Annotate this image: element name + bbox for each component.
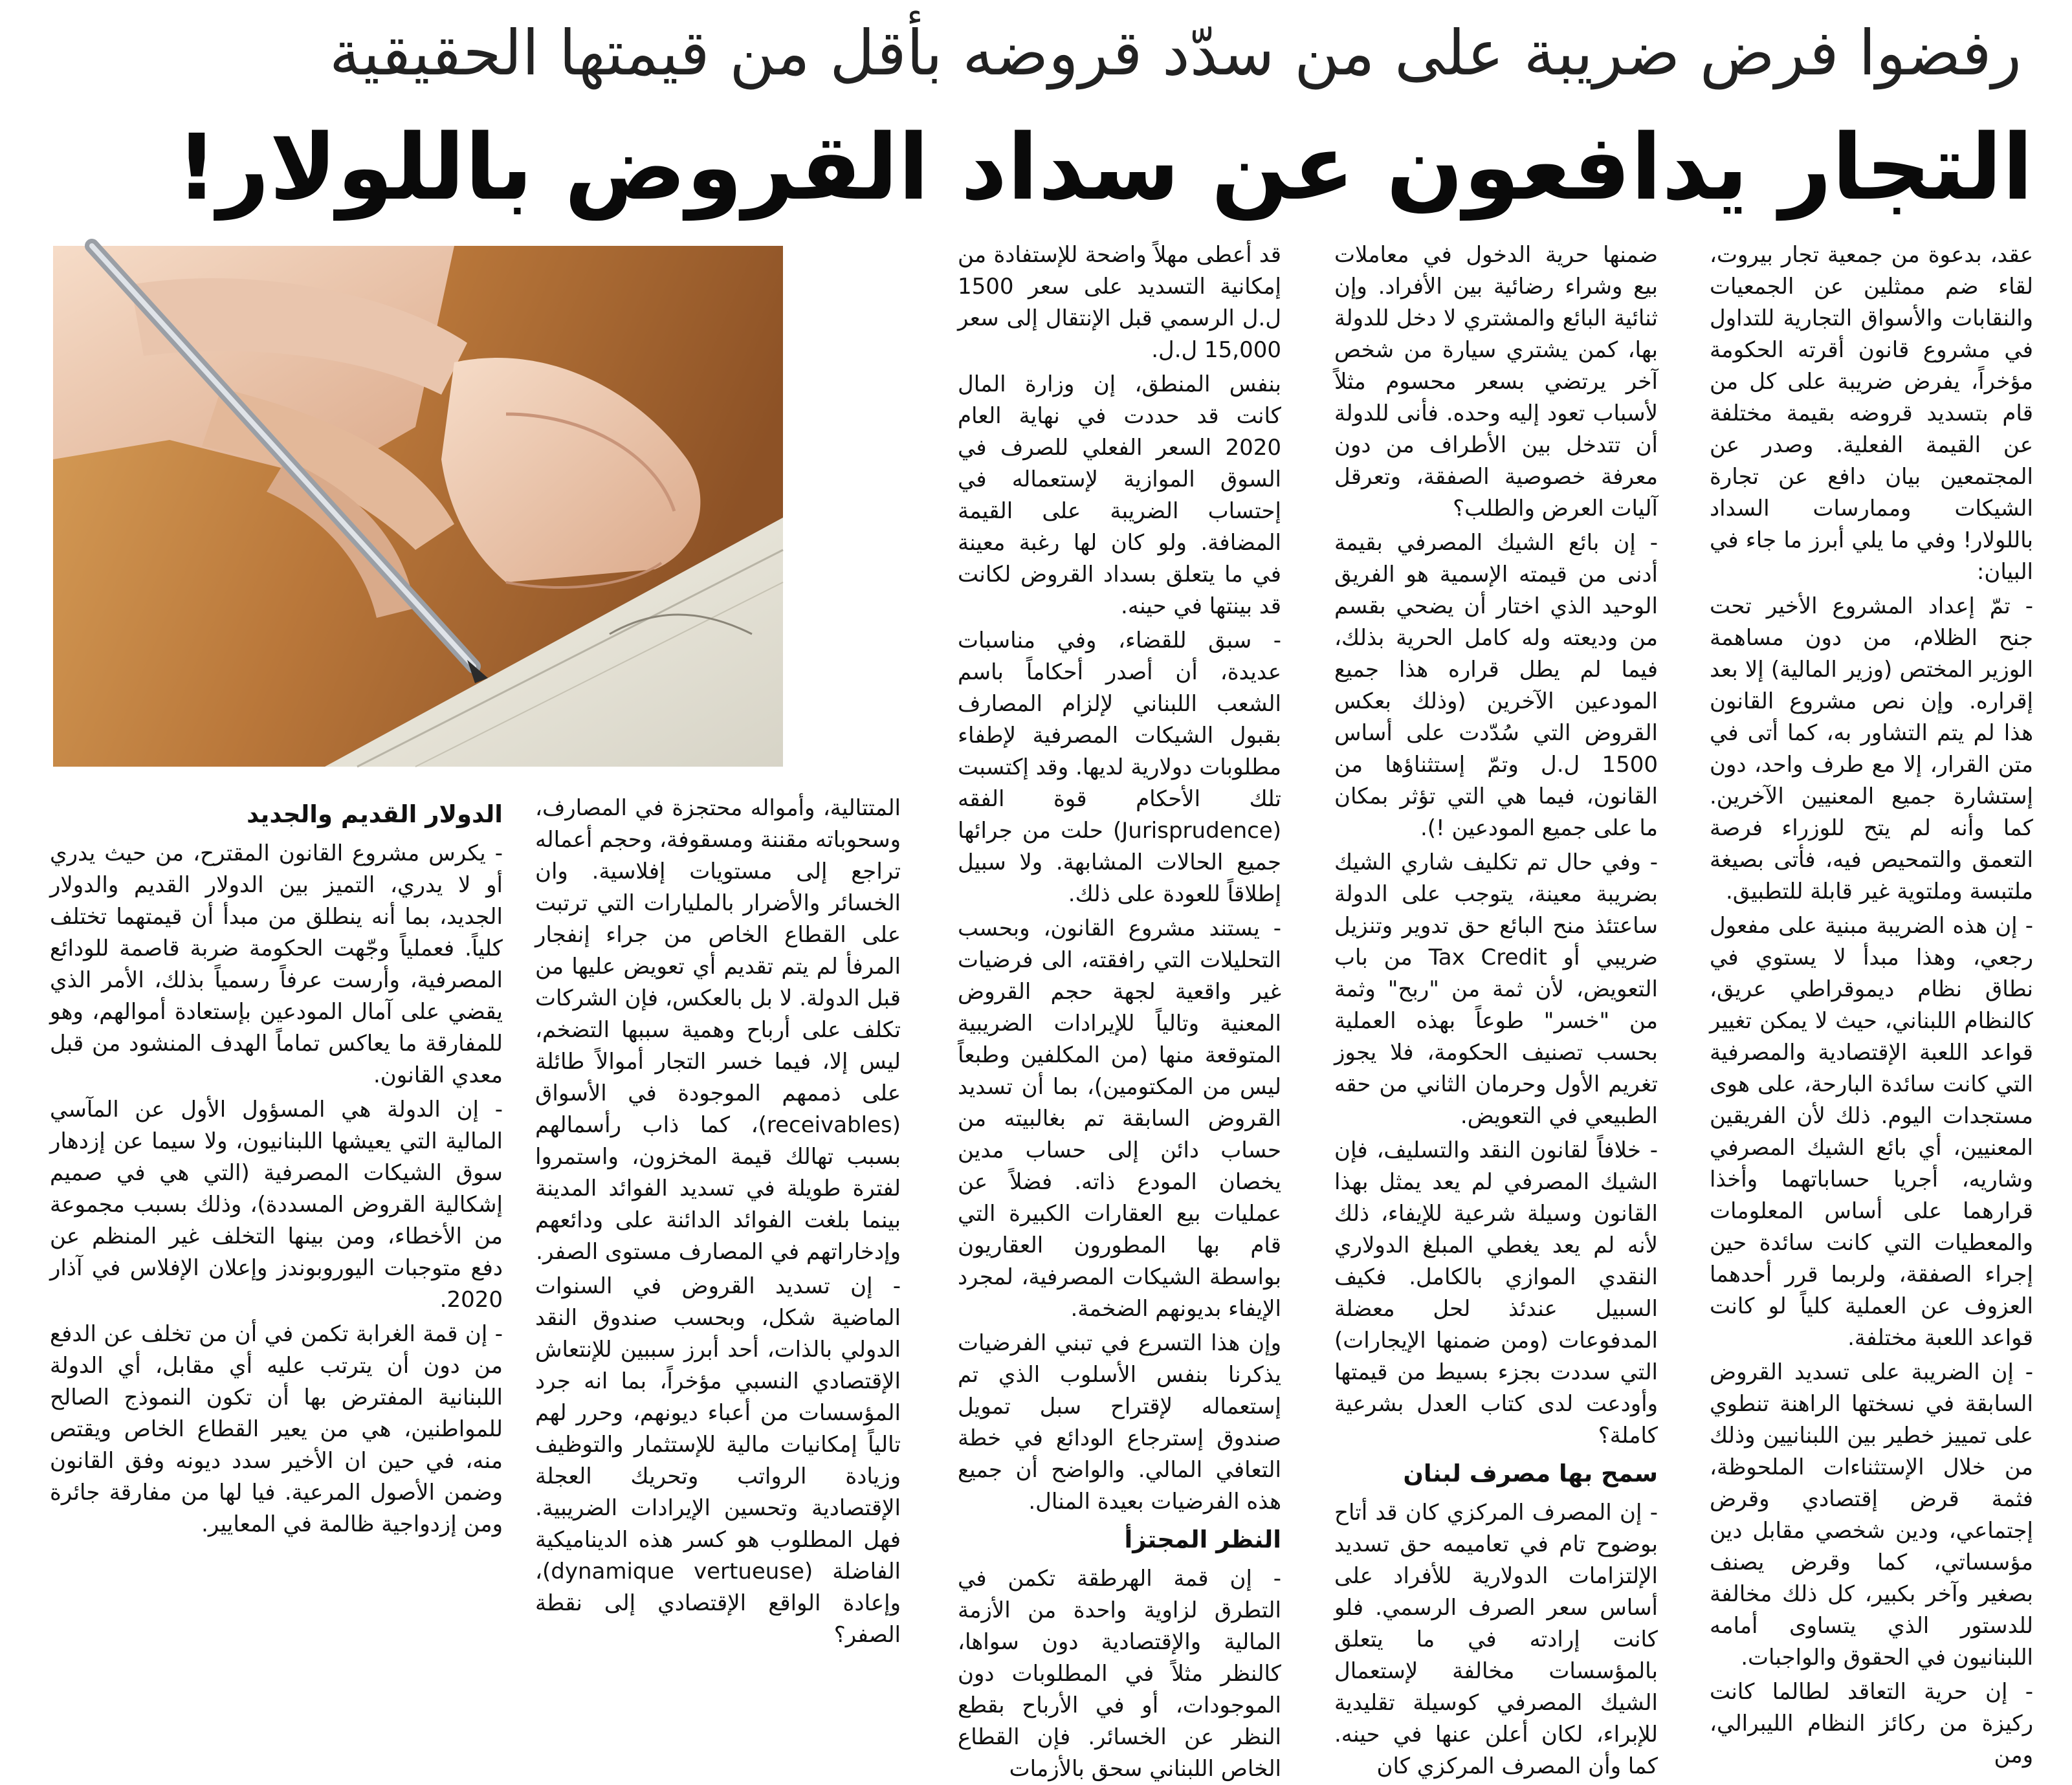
- paragraph: - يستند مشروع القانون، وبحسب التحليلات التي رافقته، الى فرضيات غير واقعية لجهة حجم القروض المعنية وتالياً للإيرادات الضريبية المتوقعة منها (من المكلفين وطبعاً ليس من المكتومين)، بما أن تسديد القروض السابقة تم بغالبيته من حساب دائن إلى حساب مدين يخصان المودع ذاته. فضلاً عن عمليات بيع العقارات الكبيرة التي قام بها المطورون العقاريون بواسطة الشيكات المصرفية، لمجرد الإيفاء بديونهم الضخمة.: [958, 915, 1281, 1322]
- paragraph: - سبق للقضاء، وفي مناسبات عديدة، أن أصدر أحكاماً باسم الشعب اللبناني لإلزام المصارف بقبول الشيكات المصرفية لإطفاء مطلوبات دولارية لديها. وقد إكتسبت تلك الأحكام قوة الفقه (Jurisprudence) حلت من جرائها جميع الحالات المشابهة. ولا سبيل إطلاقاً للعودة على ذلك.: [958, 628, 1281, 907]
- paragraph: - يكرس مشروع القانون المقترح، من حيث يدري أو لا يدري، التميز بين الدولار القديم والدولار الجديد، بما أنه ينطلق من مبدأ أن قيمتهما تختلف كلياً. فعملياً وجّهت الحكومة ضربة قاصمة للودائع المصرفية، وأرست عرفاً رسمياً بذلك، الأمر الذي يقضي على آمال المودعين بإستعادة أموالهم، وهو للمفارقة ما يعاكس تماماً الهدف المنشود من قبل معدي القانون.: [50, 840, 503, 1088]
- paragraph: ضمنها حرية الدخول في معاملات بيع وشراء رضائية بين الأفراد. وإن ثنائية البائع والمشتري لا دخل للدولة بها، كمن يشتري سيارة من شخص آخر يرتضي بسعر محسوم مثلاً لأسباب تعود إليه وحده. فأنى للدولة أن تتدخل بين الأطراف من دون معرفة خصوصية الصفقة، وتعرقل آليات العرض والطلب؟: [1334, 242, 1658, 521]
- subheading: سمح بها مصرف لبنان: [1403, 1460, 1658, 1487]
- paragraph: المتتالية، وأمواله محتجزة في المصارف، وسحوباته مقننة ومسقوفة، وحجم أعماله تراجع إلى مستويات إفلاسية. وان الخسائر والأضرار بالمليارات التي ترتبت على القطاع الخاص من جراء إنفجار المرفأ لم يتم تقديم أي تعويض عليها من قبل الدولة. لا بل بالعكس، فإن الشركات تكلف على أرباح وهمية سببها التضخم، ليس إلا، فيما خسر التجار أموالاً طائلة على ذممهم الموجودة في الأسواق (receivables)، كما ذاب رأسمالهم بسبب تهالك قيمة المخزون، واستمروا لفترة طويلة في تسديد الفوائد المدينة بينما بلغت الفوائد الدائنة على ودائعهم وإدخاراتهم في المصارف مستوى الصفر.: [535, 795, 901, 1265]
- paragraph: - إن تسديد القروض في السنوات الماضية شكل، وبحسب صندوق النقد الدولي بالذات، أحد أبرز سببين للإنتعاش الإقتصادي النسبي مؤخراً، بما انه جرد المؤسسات من أعباء ديونهم، وحرر لهم تالياً إمكانيات مالية للإستثمار والتوظيف وزيادة الرواتب وتحريك العجلة الإقتصادية وتحسين الإيرادات الضريبية. فهل المطلوب هو كسر هذه الديناميكية الفاضلة (dynamique vertueuse)، وإعادة الواقع الإقتصادي إلى نقطة الصفر؟: [535, 1273, 901, 1648]
- paragraph: - إن بائع الشيك المصرفي بقيمة أدنى من قيمته الإسمية هو الفريق الوحيد الذي اختار أن يضحي بقسم من وديعته وله كامل الحرية بذلك، فيما لم يطل قراره هذا جميع المودعين الآخرين (وذلك بعكس القروض التي سُدّدت على أساس 1500 ل.ل وتمّ إستثناؤها من القانون، فيما هي التي تؤثر بمكان ما على جميع المودعين !).: [1334, 530, 1658, 841]
- paragraph: - وفي حال تم تكليف شاري الشيك بضريبة معينة، يتوجب على الدولة ساعتئذ منح البائع حق تدوير وتنزيل ضريبي أو Tax Credit من باب التعويض، لأن ثمة من "ربح" وثمة من "خسر" طوعاً بهذه العملية بحسب تصنيف الحكومة، فلا يجوز تغريم الأول وحرمان الثاني من حقه الطبيعي في التعويض.: [1334, 849, 1659, 1129]
- article-column-4: [535, 793, 901, 1724]
- paragraph: - إن الضريبة على تسديد القروض السابقة في نسختها الراهنة تنطوي على تمييز خطير بين اللبنانيين وذلك من خلال الإستثناءات الملحوظة، فثمة قرض إقتصادي وقرض إجتماعي، ودين شخصي مقابل دين مؤسساتي، كما وقرض يصنف بصغير وآخر بكبير، كل ذلك مخالفة للدستور الذي يتساوى أمامه اللبنانيون في الحقوق والواجبات.: [1710, 1359, 2033, 1670]
- paragraph: - إن حرية التعاقد لطالما كانت ركيزة من ركائز النظام الليبرالي، ومن: [1710, 1679, 2033, 1768]
- paragraph: عقد، بدعوة من جمعية تجار بيروت، لقاء ضم ممثلين عن الجمعيات والنقابات والأسواق التجارية للتداول في مشروع قانون أقرته الحكومة مؤخراً، يفرض ضريبة على كل من قام بتسديد قروضه بقيمة مختلفة عن القيمة الفعلية. وصدر عن المجتمعين بيان دافع عن تجارة الشيكات وممارسات السداد باللولار! وفي ما يلي أبرز ما جاء في البيان:: [1710, 242, 2033, 585]
- paragraph: - إن قمة الهرطقة تكمن في التطرق لزاوية واحدة من الأزمة المالية والإقتصادية دون سواها، كالنظر مثلاً في المطلوبات دون الموجودات، أو في الأرباح بقطع النظر عن الخسائر. فإن القطاع الخاص اللبناني سحق بالأزمات: [958, 1566, 1281, 1782]
- article-photo: [53, 246, 783, 767]
- subheading: الدولار القديم والجديد: [247, 800, 503, 828]
- paragraph: وإن هذا التسرع في تبني الفرضيات يذكرنا بنفس الأسلوب الذي تم إستعماله لإقتراح سبل تمويل صندوق إسترجاع الودائع في خطة التعافي المالي. والواضح أن جميع هذه الفرضيات بعيدة المنال.: [958, 1330, 1281, 1515]
- headline-title: التجار يدافعون عن سداد القروض باللولار!: [176, 115, 2033, 221]
- paragraph: - إن هذه الضريبة مبنية على مفعول رجعي، وهذا مبدأ لا يستوي في نطاق نظام ديموقراطي عريق، كالنظام اللبناني، حيث لا يمكن تغيير قواعد اللعبة الإقتصادية والمصرفية التي كانت سائدة البارحة، على هوى مستجدات اليوم. ذلك لأن الفريقين المعنيين، أي بائع الشيك المصرفي وشاريه، أجريا حساباتهما وأخذا قرارهما على أساس المعلومات والمعطيات التي كانت سائدة حين إجراء الصفقة، ولربما قرر أحدهما العزوف عن العملية كلياً لو كانت قواعد اللعبة مختلفة.: [1710, 913, 2033, 1351]
- paragraph: بنفس المنطق، إن وزارة المال كانت قد حددت في نهاية العام 2020 السعر الفعلي للصرف في السوق الموازية لإستعماله في إحتساب الضريبة على القيمة المضافة. ولو كان لها رغبة معينة في ما يتعلق بسداد القروض لكانت قد بينتها في حينه.: [958, 371, 1281, 619]
- article-column-1: [1710, 239, 2033, 1768]
- article-column-2: [1334, 239, 1659, 1779]
- headline-kicker: رفضوا فرض ضريبة على من سدّد قروضه بأقل من قيمتها الحقيقية: [329, 17, 2022, 89]
- article-column-5: [50, 793, 503, 1724]
- paragraph: قد أعطى مهلاً واضحة للإستفادة من إمكانية التسديد على سعر 1500 ل.ل الرسمي قبل الإنتقال إلى سعر 15,000 ل.ل.: [958, 242, 1281, 363]
- paragraph: - خلافاً لقانون النقد والتسليف، فإن الشيك المصرفي لم يعد يمثل بهذا القانون وسيلة شرعية للإيفاء، ذلك لأنه لم يعد يغطي المبلغ الدولاري النقدي الموازي بالكامل. فكيف السبيل عندئذ لحل معضلة المدفوعات (ومن ضمنها الإيجارات) التي سددت بجزء بسيط من قيمتها وأودعت لدى كتاب العدل بشرعية كاملة؟: [1334, 1137, 1658, 1449]
- paragraph: - تمّ إعداد المشروع الأخير تحت جنح الظلام، من دون مساهمة الوزير المختص (وزير المالية) إلا بعد إقراره. وإن نص مشروع القانون هذا لم يتم التشاور به، كما أتى في متن القرار، إلا مع طرف واحد، دون إستشارة جميع المعنيين الآخرين. كما وأنه لم يتح للوزراء فرصة التعمق والتمحيص فيه، فأتى بصيغة ملتبسة وملتوية غير قابلة للتطبيق.: [1710, 593, 2033, 904]
- subheading: النظر المجتزأ: [1124, 1526, 1281, 1553]
- hand-writing-cheque-illustration: [53, 246, 783, 767]
- paragraph: - إن قمة الغرابة تكمن في أن من تخلف عن الدفع من دون أن يترتب عليه أي مقابل، أي الدولة اللبنانية المفترض بها أن تكون النموذج الصالح للمواطنين، هي من يعير القطاع الخاص ويقتص منه، في حين ان الأخير سدد ديونه وفق القانون وضمن الأصول المرعية. فيا لها من مفارقة جائرة ومن إزدواجية ظالمة في المعايير.: [50, 1321, 503, 1537]
- article-column-3: [958, 239, 1281, 1782]
- paragraph: - إن المصرف المركزي كان قد أتاح بوضوح تام في تعاميمه حق تسديد الإلتزامات الدولارية للأفراد على أساس سعر الصرف الرسمي. فلو كانت إرادته في ما يتعلق بالمؤسسات مخالفة لإستعمال الشيك المصرفي كوسيلة تقليدية للإبراء، لكان أعلن عنها في حينه. كما وأن المصرف المركزي كان: [1334, 1500, 1658, 1779]
- paragraph: - إن الدولة هي المسؤول الأول عن المآسي المالية التي يعيشها اللبنانيون، ولا سيما عن إزدهار سوق الشيكات المصرفية (التي هي في صميم إشكالية القروض المسددة)، وذلك بسبب مجموعة من الأخطاء، ومن بينها التخلف غير المنظم عن دفع متوجبات اليوروبوندز وإعلان الإفلاس في آذار 2020.: [50, 1097, 503, 1313]
